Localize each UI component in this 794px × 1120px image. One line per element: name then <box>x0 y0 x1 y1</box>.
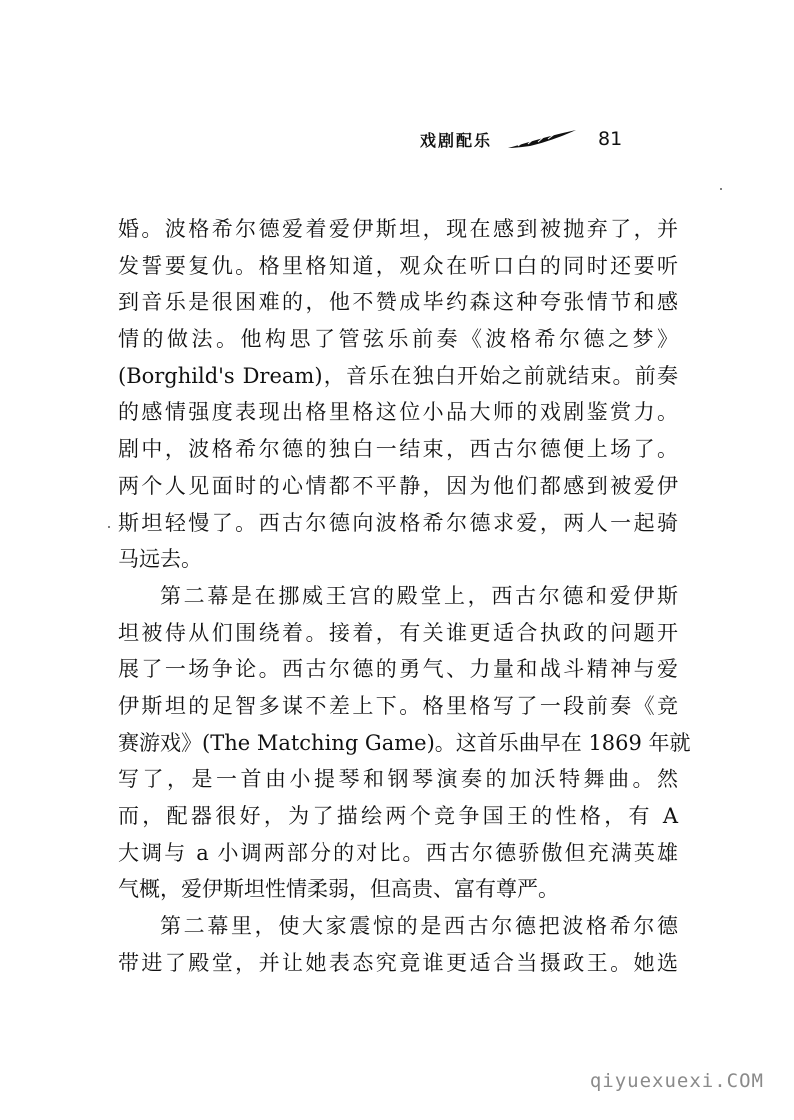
chapter-title: 戏剧配乐 <box>420 130 493 150</box>
text-line: 第二幕里，使大家震惊的是西古尔德把波格希尔德 <box>160 914 678 939</box>
text-line: 到音乐是很困难的，他不赞成毕约森这种夸张情节和感 <box>118 290 678 315</box>
scan-speck <box>108 526 110 528</box>
text-line: 婚。波格希尔德爱着爱伊斯坦，现在感到被抛弃了，并 <box>118 217 678 241</box>
quill-icon <box>506 128 578 150</box>
text-line: 的感情强度表现出格里格这位小品大师的戏剧鉴赏力。 <box>118 400 678 425</box>
text-line: (Borghild's Dream)，音乐在独白开始之前就结束。前奏 <box>118 363 678 388</box>
text-line: 伊斯坦的足智多谋不差上下。格里格写了一段前奏《竞 <box>118 693 678 718</box>
paragraph-2 <box>118 578 691 908</box>
text-line: 斯坦轻慢了。西古尔德向波格希尔德求爱，两人一起骑 <box>118 510 678 535</box>
text-line: 气概，爱伊斯坦性情柔弱，但高贵、富有尊严。 <box>118 877 559 902</box>
paragraph-3 <box>118 908 678 981</box>
text-line: 坦被侍从们围绕着。接着，有关谁更适合执政的问题开 <box>118 620 678 645</box>
text-line: 第二幕是在挪威王宫的殿堂上，西古尔德和爱伊斯 <box>160 583 678 608</box>
text-line: 展了一场争论。西古尔德的勇气、力量和战斗精神与爱 <box>118 657 678 682</box>
text-line: 带进了殿堂，并让她表态究竟谁更适合当摄政王。她选 <box>118 950 678 975</box>
text-line: 而，配器很好，为了描绘两个竞争国王的性格，有 A <box>118 804 678 828</box>
text-line: 大调与 a 小调两部分的对比。西古尔德骄傲但充满英雄 <box>118 840 678 865</box>
text-line: 马远去。 <box>118 547 202 572</box>
text-line: 剧中，波格希尔德的独白一结束，西古尔德便上场了。 <box>118 437 678 462</box>
running-header <box>420 122 660 156</box>
body-text <box>118 211 691 981</box>
scan-speck <box>720 188 722 190</box>
page-number: 81 <box>598 128 623 150</box>
text-line: 发誓要复仇。格里格知道，观众在听口白的同时还要听 <box>118 253 678 278</box>
text-line: 情的做法。他构思了管弦乐前奏《波格希尔德之梦》 <box>118 327 678 352</box>
paragraph-1 <box>118 211 678 578</box>
text-line: 两个人见面时的心情都不平静，因为他们都感到被爱伊 <box>118 473 678 498</box>
site-watermark: qiyuexuexi.COM <box>589 1070 764 1092</box>
text-line: 写了，是一首由小提琴和钢琴演奏的加沃特舞曲。然 <box>118 767 678 792</box>
text-line: 赛游戏》(The Matching Game)。这首乐曲早在 1869 年就 <box>118 730 691 755</box>
